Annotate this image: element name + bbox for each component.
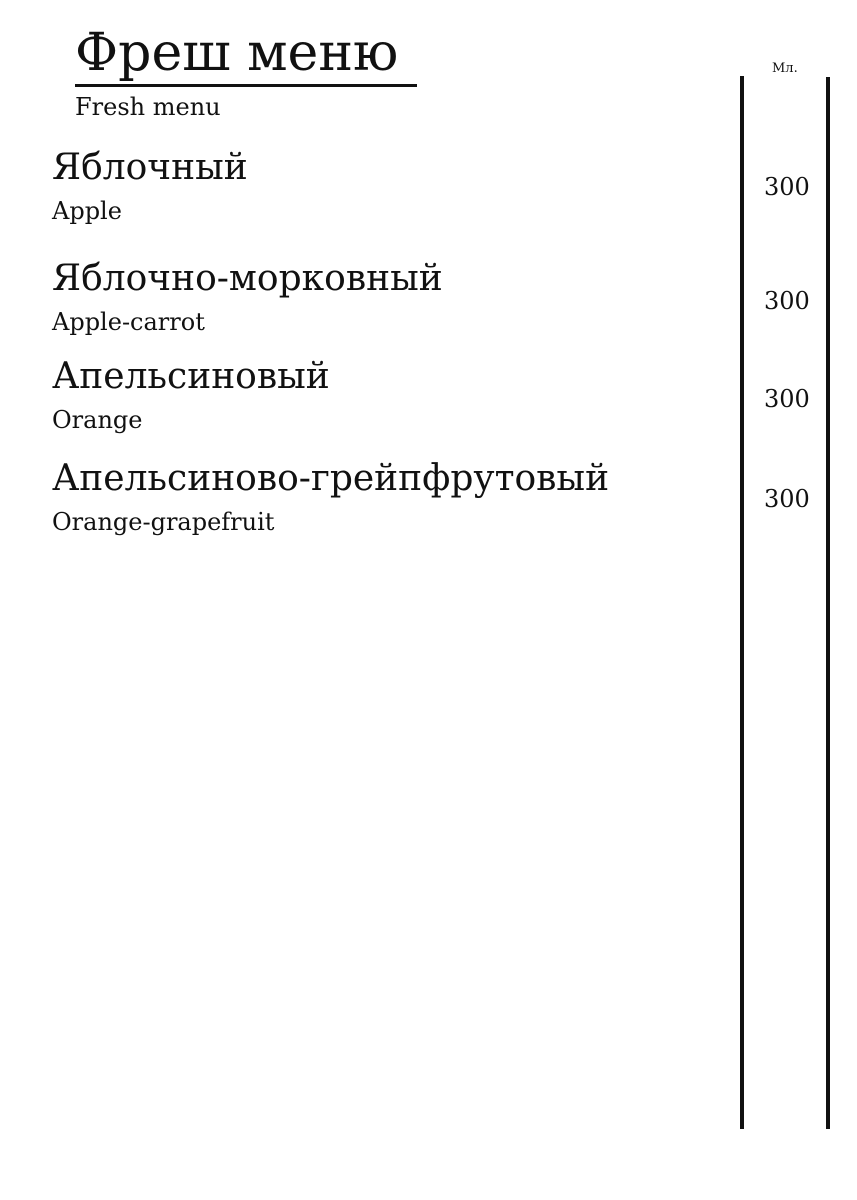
item-name-ru: Яблочный (52, 147, 248, 188)
item-name-ru: Яблочно-морковный (52, 258, 443, 299)
item-volume: 300 (764, 287, 810, 315)
item-volume: 300 (764, 385, 810, 413)
menu-title: Фреш меню (75, 23, 399, 83)
menu-subtitle: Fresh menu (75, 93, 221, 121)
item-name-en: Orange (52, 406, 143, 434)
column-divider-right (826, 77, 830, 1129)
item-name-en: Apple-carrot (52, 308, 205, 336)
item-volume: 300 (764, 173, 810, 201)
item-name-en: Orange-grapefruit (52, 508, 275, 536)
item-volume: 300 (764, 485, 810, 513)
item-name-ru: Апельсиново-грейпфрутовый (52, 458, 610, 499)
item-name-en: Apple (52, 197, 122, 225)
title-underline (75, 84, 417, 87)
unit-label: Мл. (772, 61, 798, 76)
item-name-ru: Апельсиновый (52, 356, 330, 397)
column-divider-left (740, 76, 744, 1129)
